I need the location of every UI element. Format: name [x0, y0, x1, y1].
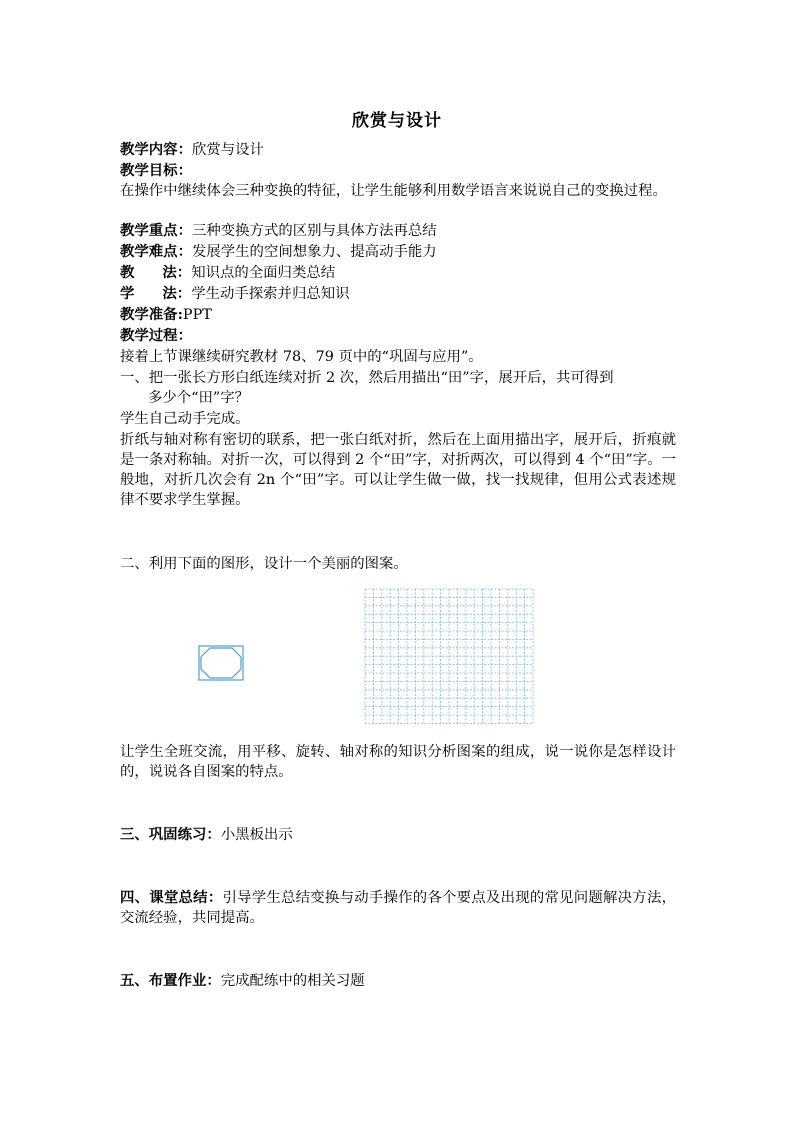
question4-label: 四、课堂总结 [120, 889, 208, 906]
learn-label-b: 法： [162, 285, 192, 302]
question2-title: 二、利用下面的图形，设计一个美丽的图案。 [120, 556, 408, 572]
learning-method-line [120, 284, 680, 304]
dotted-grid-figure [364, 588, 534, 724]
key-point-line: 教学重点：三种变换方式的区别与具体方法再总结 [120, 222, 437, 239]
goal-text: 在操作中继续体会三种变换的特征，让学生能够利用数学语言来说说自己的变换过程。 [120, 183, 667, 199]
process-label-line [120, 326, 680, 346]
question4-text: 引导学生总结变换与动手操作的各个要点及出现的常见问题解决方法，交流经验，共同提高。 [120, 890, 676, 926]
question3-line [120, 825, 680, 845]
prep-label: 教学准备 [120, 306, 178, 323]
intro-text: 接着上节课继续研究教材 78、79 页中的“巩固与应用”。 [120, 349, 483, 365]
preparation-line: 教学准备:PPT [120, 306, 212, 323]
question5-value: 完成配练中的相关习题 [220, 973, 365, 989]
teach-label-a: 教 [120, 264, 135, 281]
content-value: 欣赏与设计 [191, 142, 264, 158]
octagon-in-rectangle-figure [198, 645, 244, 681]
page-title: 欣赏与设计 [352, 111, 442, 131]
key-value: 三种变换方式的区别与具体方法再总结 [191, 223, 437, 239]
content-line: 教学内容：欣赏与设计 [120, 141, 264, 158]
question3-value: 小黑板出示 [220, 827, 293, 843]
question5-line [120, 971, 680, 991]
key-label: 教学重点 [120, 222, 178, 239]
teach-label-b: 法： [162, 264, 192, 281]
teaching-method-line [120, 263, 680, 283]
difficulty-label: 教学难点 [120, 243, 178, 260]
difficulty-value: 发展学生的空间想象力、提高动手能力 [191, 244, 437, 260]
goal-label-line [120, 161, 680, 181]
question4-block: 四、课堂总结：引导学生总结变换与动手操作的各个要点及出现的常见问题解决方法，交流经验，共同提高。 [120, 889, 676, 926]
question5-label: 五、布置作业： [120, 972, 221, 989]
question3-label: 三、巩固练习： [120, 826, 221, 843]
learn-value: 学生动手探索并归总知识 [191, 286, 350, 302]
prep-value: PPT [182, 307, 212, 323]
process-label: 教学过程： [120, 327, 192, 344]
question2-explain: 让学生全班交流，用平移、旋转、轴对称的知识分析图案的组成，说一说你是怎样设计的，说说各自图案的特点。 [120, 744, 676, 780]
goal-label: 教学目标： [120, 162, 192, 179]
question1-line2: 多少个“田”字？ [148, 390, 250, 406]
learn-label-a: 学 [120, 285, 135, 302]
question1-line1: 一、把一张长方形白纸连续对折 2 次，然后用描出“田”字，展开后，共可得到 [120, 370, 614, 386]
question1-explain: 折纸与轴对称有密切的联系，把一张白纸对折，然后在上面用描出字，展开后，折痕就是一条对称轴。对折一次，可以得到 2 个“田”字，对折两次，可以得到 4 个“田”字。一般地，对折几次会有 2n 个“田”字。可以让学生做一做，找一找规律，但用公式表述规律不要求学生掌握。 [120, 432, 676, 508]
content-label: 教学内容 [120, 141, 178, 158]
difficulty-line: 教学难点：发展学生的空间想象力、提高动手能力 [120, 243, 437, 260]
question1-student: 学生自己动手完成。 [120, 411, 250, 427]
teach-value: 知识点的全面归类总结 [191, 265, 336, 281]
